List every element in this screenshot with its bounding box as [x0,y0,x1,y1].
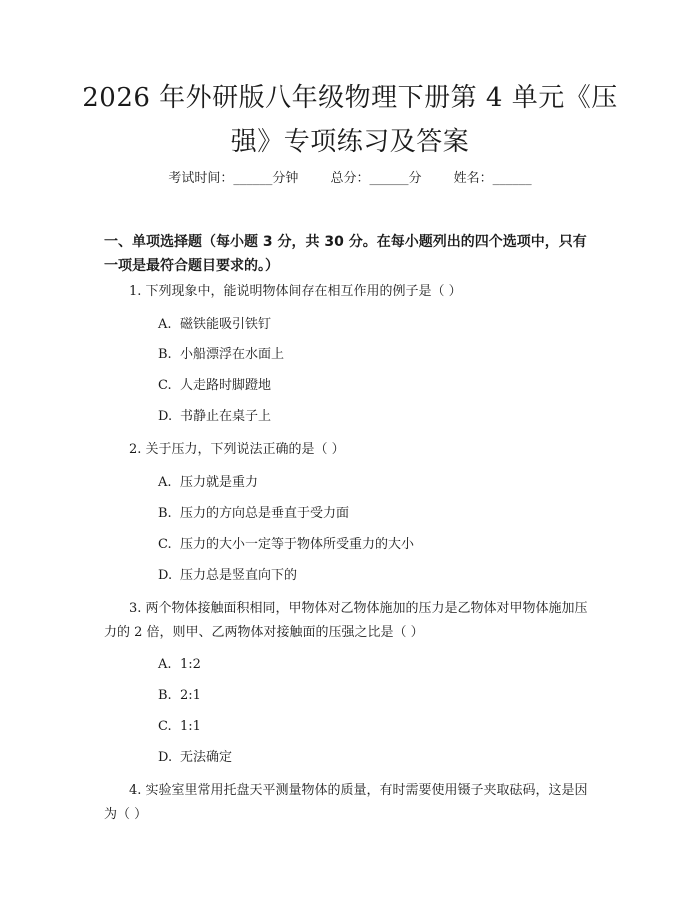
option-text: 压力就是重力 [180,475,259,490]
question-3-option-d [158,749,232,767]
question-3-stem: 3. 两个物体接触面积相同，甲物体对乙物体施加的压力是乙物体对甲物体施加压力的 2 倍，则甲、乙两物体对接触面的压强之比是（ ） [104,601,588,640]
question-2-option-c [158,536,414,554]
question-2-option-b [158,505,349,523]
title-line-1: 2026 年外研版八年级物理下册第 4 单元《压 [82,83,618,113]
option-text: 磁铁能吸引铁钉 [180,317,272,332]
option-letter: B. [158,506,172,521]
section-heading: 一、单项选择题（每小题 3 分，共 30 分。在每小题列出的四个选项中，只有一项是最符合题目要求的。） [104,234,587,274]
question-1-option-b [158,346,284,364]
exam-time: 考试时间：______分钟 [168,171,299,186]
option-letter: A. [158,475,172,490]
question-3-option-b [158,687,201,705]
option-text: 小船漂浮在水面上 [180,347,285,362]
option-text: 1:1 [180,719,201,734]
option-text: 书静止在桌子上 [180,409,272,424]
question-2-stem: 2. 关于压力，下列说法正确的是（ ） [129,442,345,457]
page-title [60,76,640,164]
exam-score: 总分：______分 [330,171,422,186]
question-1-option-d [158,408,271,426]
option-letter: A. [158,317,172,332]
question-3-option-c [158,718,201,736]
option-letter: A. [158,657,172,672]
option-letter: C. [158,719,172,734]
option-text: 无法确定 [180,750,233,765]
option-letter: C. [158,537,172,552]
option-letter: C. [158,378,172,393]
title-line-2: 强》专项练习及答案 [230,127,470,157]
option-text: 2:1 [180,688,201,703]
exam-meta [0,170,700,188]
question-1-option-c [158,377,271,395]
option-letter: B. [158,347,172,362]
question-2-option-d [158,567,297,585]
option-letter: D. [158,409,173,424]
option-text: 人走路时脚蹬地 [180,378,272,393]
student-name: 姓名：______ [453,171,532,186]
option-letter: B. [158,688,172,703]
option-letter: D. [158,568,173,583]
question-3-option-a [158,656,201,674]
question-1-option-a [158,316,271,334]
question-2-option-a [158,474,258,492]
question-4-stem: 4. 实验室里常用托盘天平测量物体的质量，有时需要使用镊子夹取砝码，这是因为（ ） [104,783,588,822]
question-1-stem: 1. 下列现象中，能说明物体间存在相互作用的例子是（ ） [129,284,462,299]
option-text: 1:2 [180,657,201,672]
option-text: 压力总是竖直向下的 [180,568,298,583]
option-text: 压力的方向总是垂直于受力面 [180,506,350,521]
option-text: 压力的大小一定等于物体所受重力的大小 [180,537,415,552]
option-letter: D. [158,750,173,765]
